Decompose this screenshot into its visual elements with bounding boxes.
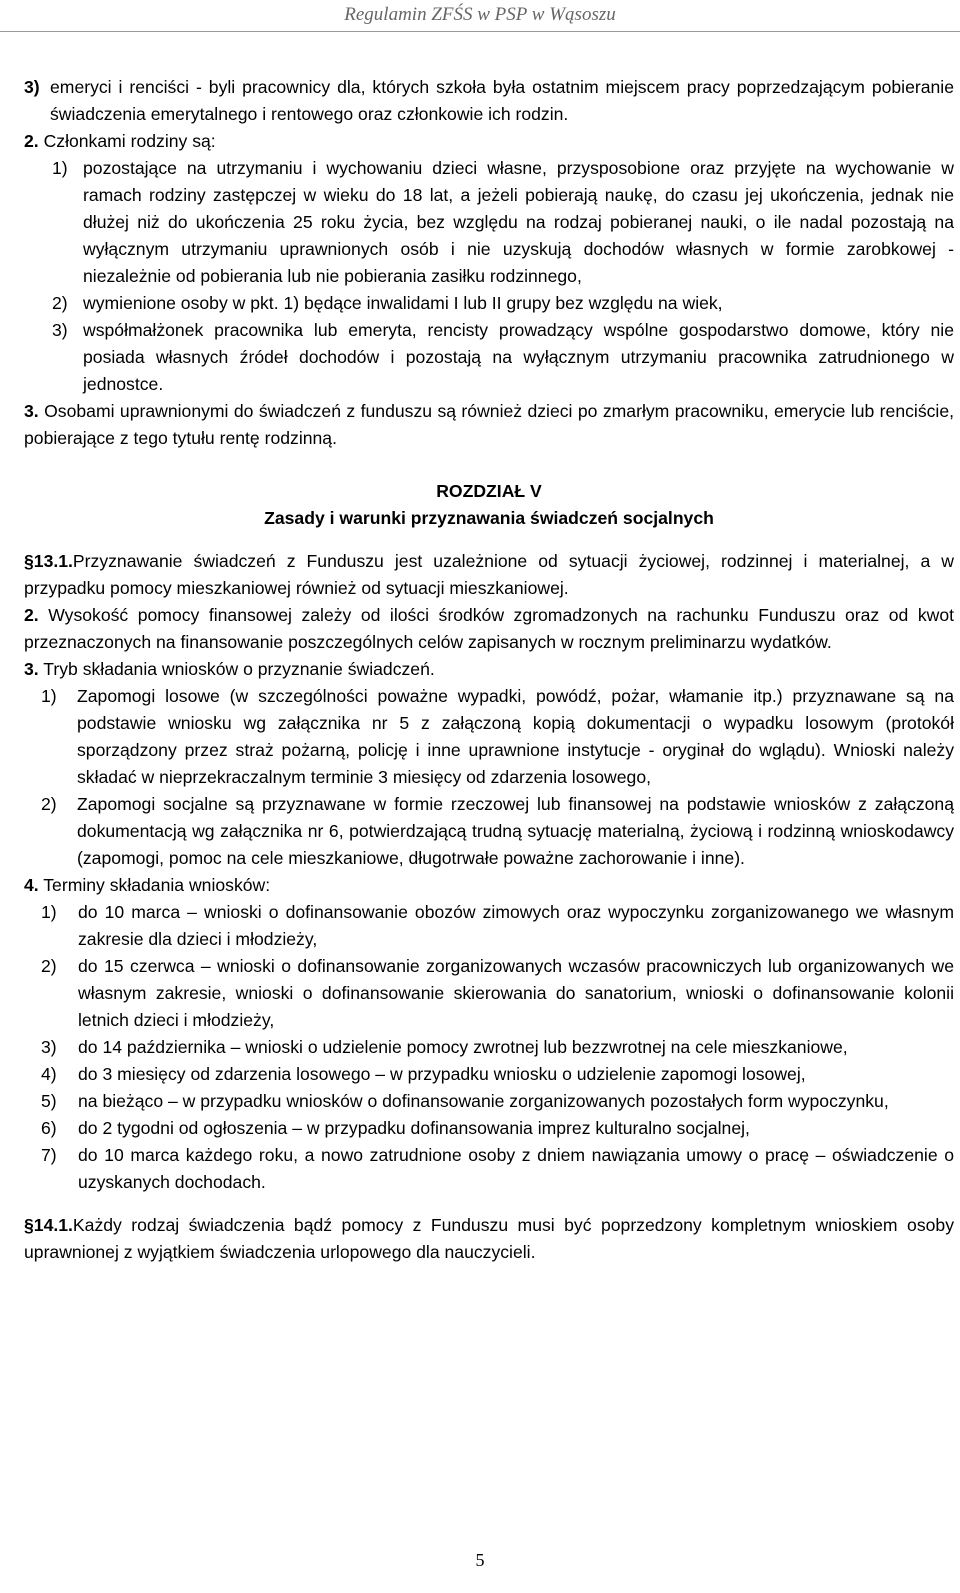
paragraph-2 xyxy=(24,128,954,155)
chapter-subtitle: Zasady i warunki przyznawania świadczeń socjalnych xyxy=(264,508,714,528)
list-item-text: do 2 tygodni od ogłoszenia – w przypadku dofinansowania imprez kulturalno socjalnej, xyxy=(78,1118,750,1138)
section-13-paragraph-3 xyxy=(24,656,954,683)
list-item xyxy=(52,155,954,290)
document-body xyxy=(24,74,954,1266)
list-item xyxy=(41,791,954,872)
list-item-text: pozostające na utrzymaniu i wychowaniu dzieci własne, przysposobione oraz przyjęte na wychowanie w ramach rodziny zastępczej w wieku do 18 lat, a jeżeli pobierają naukę, do czasu jej ukończenia, jednak nie dłużej niż do ukończenia 25 roku życia, bez względu na rodzaj pobieranej nauki, o ile nadal pozostają na wyłącznym utrzymaniu uprawnionych osób i nie uzyskują dochodów własnych w formie zarobkowej - niezależnie od pobierania lub nie pobierania zasiłku rodzinnego, xyxy=(83,158,954,286)
list-item-number: 2) xyxy=(41,794,57,814)
paragraph-3-text: Osobami uprawnionymi do świadczeń z funduszu są również dzieci po zmarłym pracowniku, emerycie lub renciście, pobierające z tego tytułu rentę rodzinną. xyxy=(24,401,954,448)
section-14-paragraph-1 xyxy=(24,1212,954,1266)
list-item xyxy=(41,899,954,953)
list-item-number: 4) xyxy=(41,1064,57,1084)
intro-item-text: emeryci i renciści - byli pracownicy dla, których szkoła była ostatnim miejscem pracy poprzedzającym pobieranie świadczenia emerytalnego i rentowego oraz członkowie ich rodzin. xyxy=(50,77,954,124)
list-item xyxy=(41,953,954,1034)
paragraph-2-text: Członkami rodziny są: xyxy=(43,131,216,151)
list-item xyxy=(41,1115,954,1142)
list-item-number: 1) xyxy=(41,902,57,922)
list-item-text: Zapomogi losowe (w szczególności poważne wypadki, powódź, pożar, włamanie itp.) przyznawane są na podstawie wniosku wg załącznika nr 5 z załączoną kopią dokumentacji o wypadku losowym (protokół sporządzony przez straż pożarną, policję i inne uprawnione instytucje - oryginał do wglądu). Wnioski należy składać w nieprzekraczalnym terminie 3 miesięcy od zdarzenia losowego, xyxy=(77,686,954,787)
list-item xyxy=(41,1061,954,1088)
section-13-p3-text: Tryb składania wniosków o przyznanie świadczeń. xyxy=(43,659,435,679)
section-13-text: Przyznawanie świadczeń z Funduszu jest uzależnione od sytuacji życiowej, rodzinnej i materialnej, a w przypadku pomocy mieszkaniowej również od sytuacji mieszkaniowej. xyxy=(24,551,954,598)
list-item-text: do 10 marca – wnioski o dofinansowanie obozów zimowych oraz wypoczynku zorganizowanego we własnym zakresie dla dzieci i młodzieży, xyxy=(78,902,954,949)
section-13-p2-number: 2. xyxy=(24,605,39,625)
list-item-number: 2) xyxy=(41,956,57,976)
chapter-title: ROZDZIAŁ V xyxy=(436,481,542,501)
list-item-text: współmałżonek pracownika lub emeryta, rencisty prowadzący wspólne gospodarstwo domowe, który nie posiada własnych źródeł dochodów i pozostają na wyłącznym utrzymaniu pracownika zatrudnionego w jednostce. xyxy=(83,320,954,394)
list-item-text: do 14 października – wnioski o udzielenie pomocy zwrotnej lub bezzwrotnej na cele mieszkaniowe, xyxy=(78,1037,848,1057)
header-divider xyxy=(0,31,960,32)
page-number: 5 xyxy=(475,1550,485,1570)
section-13-p2-text: Wysokość pomocy finansowej zależy od ilości środków zgromadzonych na rachunku Funduszu oraz od kwot przeznaczonych na finansowanie poszczególnych celów zapisanych w rocznym preliminarzu wydatków. xyxy=(24,605,954,652)
list-item-number: 5) xyxy=(41,1091,57,1111)
list-item xyxy=(41,1088,954,1115)
list-item-number: 3) xyxy=(41,1037,57,1057)
list-item xyxy=(41,1034,954,1061)
list-item-text: do 10 marca każdego roku, a nowo zatrudnione osoby z dniem nawiązania umowy o pracę – oświadczenie o uzyskanych dochodach. xyxy=(78,1145,954,1192)
list-item xyxy=(41,1142,954,1196)
list-item xyxy=(52,290,954,317)
list-item xyxy=(52,317,954,398)
list-item-number: 6) xyxy=(41,1118,57,1138)
section-13-p3-number: 3. xyxy=(24,659,39,679)
list-item-text: do 15 czerwca – wnioski o dofinansowanie zorganizowanych wczasów pracowniczych lub organizowanych we własnym zakresie, wnioski o dofinansowanie skierowania do sanatorium, wnioski o dofinansowanie kolonii letnich dzieci i młodzieży, xyxy=(78,956,954,1030)
list-item-number: 1) xyxy=(52,158,68,178)
section-13-label: §13.1. xyxy=(24,551,73,571)
paragraph-3-number: 3. xyxy=(24,401,39,421)
paragraph-3 xyxy=(24,398,954,452)
section-13-paragraph-4 xyxy=(24,872,954,899)
list-item-number: 3) xyxy=(52,320,68,340)
paragraph-2-number: 2. xyxy=(24,131,39,151)
list-item-number: 7) xyxy=(41,1145,57,1165)
section-14-label: §14.1. xyxy=(24,1215,73,1235)
intro-item xyxy=(24,74,954,128)
section-14-text: Każdy rodzaj świadczenia bądź pomocy z Funduszu musi być poprzedzony kompletnym wnioskiem osoby uprawnionej z wyjątkiem świadczenia urlopowego dla nauczycieli. xyxy=(24,1215,954,1262)
list-item xyxy=(41,683,954,791)
list-item-number: 1) xyxy=(41,686,57,706)
intro-item-number: 3) xyxy=(24,77,40,97)
list-item-number: 2) xyxy=(52,293,68,313)
list-item-text: Zapomogi socjalne są przyznawane w formie rzeczowej lub finansowej na podstawie wniosków z załączoną dokumentacją wg załącznika nr 6, potwierdzającą trudną sytuację materialną, życiową i rodzinną wnioskodawcy (zapomogi, pomoc na cele mieszkaniowe, długotrwałe poważne zachorowanie i inne). xyxy=(77,794,954,868)
section-13-p4-text: Terminy składania wniosków: xyxy=(43,875,271,895)
section-13-paragraph-1 xyxy=(24,548,954,602)
page-header: Regulamin ZFŚS w PSP w Wąsoszu xyxy=(344,4,616,25)
list-item-text: wymienione osoby w pkt. 1) będące inwalidami I lub II grupy bez względu na wiek, xyxy=(83,293,723,313)
section-13-paragraph-2 xyxy=(24,602,954,656)
section-13-p4-number: 4. xyxy=(24,875,39,895)
list-item-text: do 3 miesięcy od zdarzenia losowego – w przypadku wniosku o udzielenie zapomogi losowej, xyxy=(78,1064,806,1084)
list-item-text: na bieżąco – w przypadku wniosków o dofinansowanie zorganizowanych pozostałych form wypoczynku, xyxy=(78,1091,889,1111)
